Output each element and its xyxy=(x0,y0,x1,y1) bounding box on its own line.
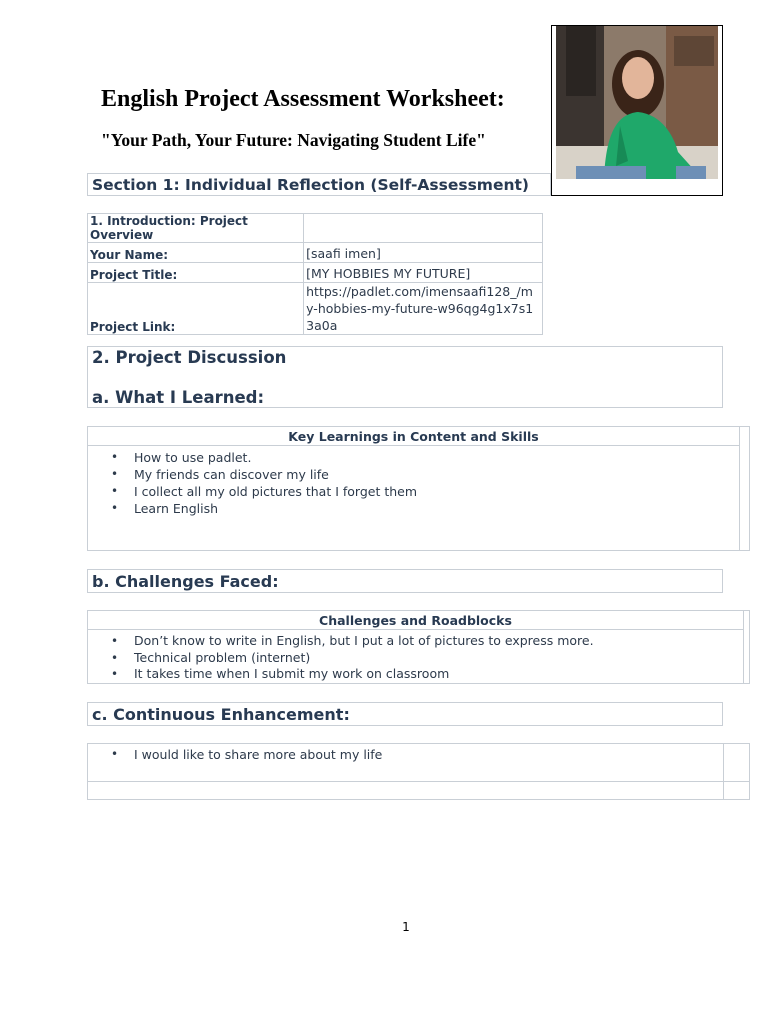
list-item: • I collect all my old pictures that I forget them xyxy=(108,483,417,500)
challenges-header: Challenges and Roadblocks xyxy=(88,611,743,630)
table-row xyxy=(88,263,543,283)
key-learnings-table xyxy=(87,426,750,551)
list-item: • My friends can discover my life xyxy=(108,466,417,483)
intro-heading: 1. Introduction: Project Overview xyxy=(88,214,304,243)
list-item: • It takes time when I submit my work on classroom xyxy=(108,666,594,683)
project-title-label: Project Title: xyxy=(88,263,304,283)
key-learnings-list xyxy=(108,449,417,517)
table-row xyxy=(88,214,543,243)
challenges-heading-box xyxy=(87,569,723,593)
table-divider xyxy=(739,427,740,550)
enhancement-heading: c. Continuous Enhancement: xyxy=(92,705,350,724)
name-label: Your Name: xyxy=(88,243,304,263)
challenges-table xyxy=(87,610,750,684)
table-row xyxy=(88,781,749,782)
worksheet-subtitle: "Your Path, Your Future: Navigating Student Life" xyxy=(101,130,486,150)
name-value: [saafi imen] xyxy=(304,243,543,263)
project-title-value: [MY HOBBIES MY FUTURE] xyxy=(304,263,543,283)
table-divider xyxy=(743,611,744,683)
challenges-list xyxy=(108,633,594,683)
table-row xyxy=(88,243,543,263)
project-overview-table xyxy=(87,213,543,335)
enhancement-list xyxy=(108,746,382,763)
section-1-heading: Section 1: Individual Reflection (Self-Assessment) xyxy=(92,176,529,194)
challenges-heading: b. Challenges Faced: xyxy=(92,572,279,591)
what-i-learned-heading: a. What I Learned: xyxy=(92,388,265,407)
project-link-value[interactable]: https://padlet.com/imensaafi128_/my-hobbies-my-future-w96qg4g1x7s13a0a xyxy=(304,283,543,335)
table-divider xyxy=(723,744,724,799)
list-item: • Technical problem (internet) xyxy=(108,650,594,667)
project-discussion-heading: 2. Project Discussion xyxy=(92,348,287,367)
key-learnings-header: Key Learnings in Content and Skills xyxy=(88,427,739,446)
list-item: • Learn English xyxy=(108,500,417,517)
worksheet-title: English Project Assessment Worksheet: xyxy=(101,86,505,112)
enhancement-heading-box xyxy=(87,702,723,726)
page-number: 1 xyxy=(402,920,410,934)
table-row xyxy=(88,283,543,335)
list-item: • How to use padlet. xyxy=(108,449,417,466)
student-photo xyxy=(556,26,718,179)
intro-heading-blank xyxy=(304,214,543,243)
list-item: • Don’t know to write in English, but I put a lot of pictures to express more. xyxy=(108,633,594,650)
project-discussion-box xyxy=(87,346,723,408)
list-item: • I would like to share more about my life xyxy=(108,746,382,763)
enhancement-table xyxy=(87,743,750,800)
project-link-label: Project Link: xyxy=(88,283,304,335)
section-1-heading-box xyxy=(87,173,551,196)
